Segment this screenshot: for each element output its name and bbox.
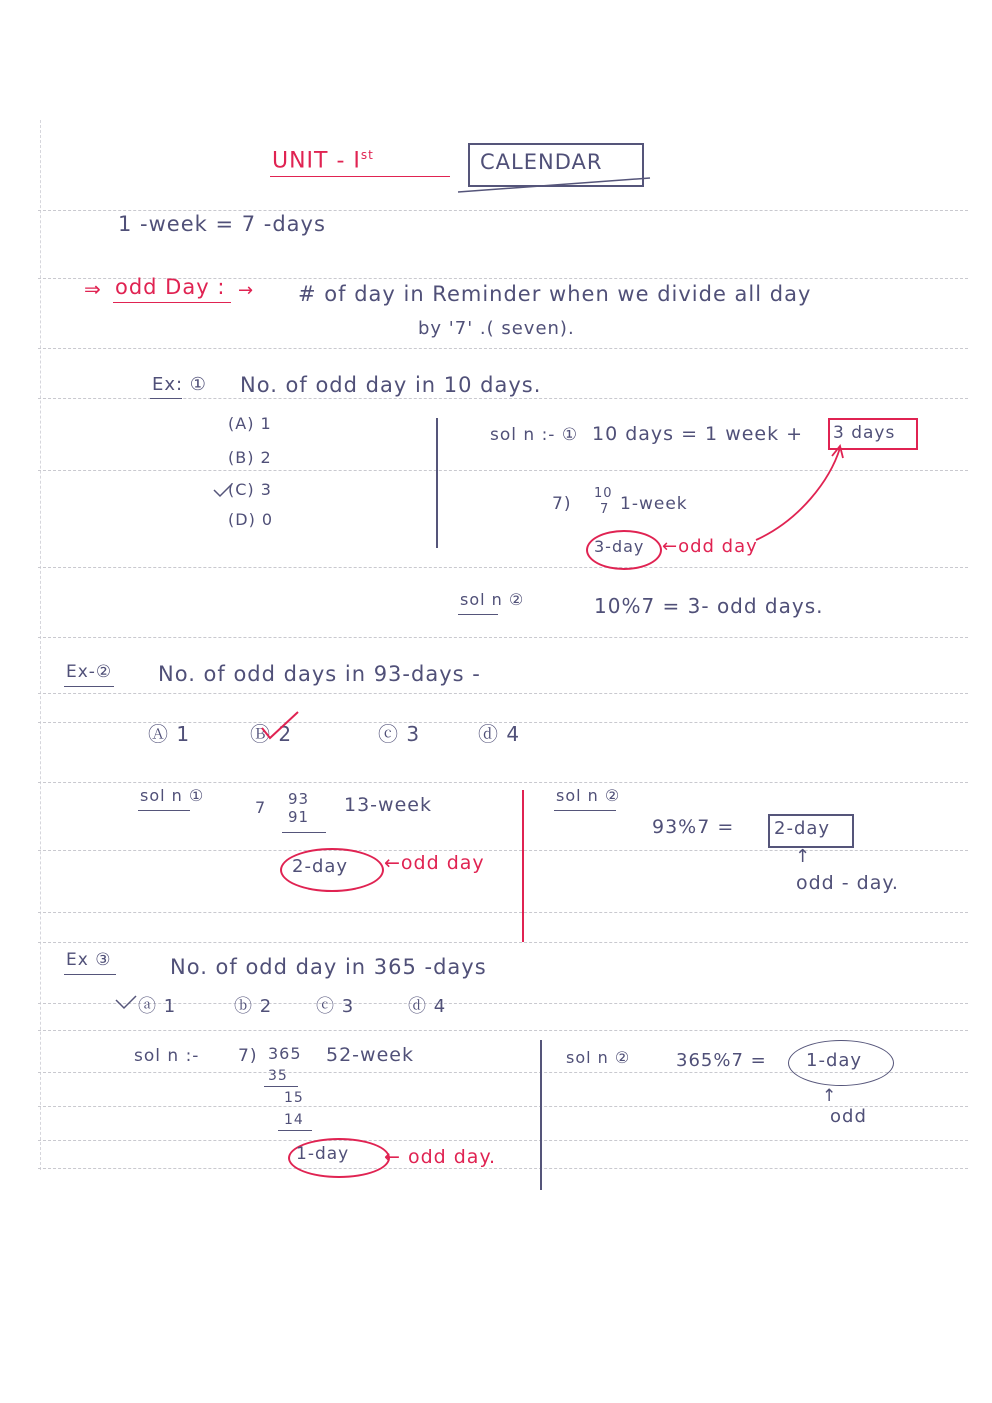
odd-day-definition-line1: # of day in Reminder when we divide all day: [298, 282, 812, 306]
ex2-quotient: 13-week: [344, 794, 432, 816]
ex2-option-c: ⓒ 3: [378, 722, 421, 746]
odd-day-arrow: ⇒: [84, 277, 102, 301]
ex3-odd-day-note: ← odd day.: [384, 1146, 497, 1168]
ex3-dividend: 365: [268, 1044, 302, 1063]
ex1-option-c: (C) 3: [228, 480, 272, 499]
ex1-answer-text: 3 days: [833, 423, 896, 443]
ex3-option-a: ⓐ 1: [138, 996, 177, 1017]
ex2-subtrahend: 91: [288, 808, 310, 826]
ex3-step1: 35: [268, 1068, 288, 1084]
ex3-step2: 15: [284, 1090, 304, 1106]
ex3-sol2-text: 365%7 =: [676, 1050, 767, 1071]
ex1-label: Ex: ①: [152, 374, 207, 395]
ex2-sol2-label: sol n ②: [556, 786, 621, 805]
ex3-label: Ex ③: [66, 950, 112, 970]
ex2-odd-day-note: ←odd day: [384, 852, 485, 874]
ex2-divisor: 7: [255, 798, 267, 817]
ex3-step3: 14: [284, 1112, 304, 1128]
ex1-answer-arrow: [756, 448, 840, 540]
ex3-answer-arrow: ↑: [822, 1086, 838, 1106]
ex1-sol2-text: 10%7 = 3- odd days.: [594, 594, 824, 618]
ex1-option-c-tick: [214, 484, 232, 496]
ex2-sol1-label: sol n ①: [140, 786, 205, 805]
ex2-option-a: Ⓐ 1: [148, 722, 191, 746]
ex2-dividend: 93: [288, 790, 310, 808]
ex3-option-d: ⓓ 4: [408, 996, 447, 1017]
ex2-answer-arrow: ↑: [795, 846, 812, 867]
topic-title: CALENDAR: [480, 150, 603, 174]
ex3-option-a-tick: [116, 996, 136, 1008]
ex3-quotient: 52-week: [326, 1044, 414, 1066]
ex2-sol2-text: 93%7 =: [652, 816, 735, 838]
arrow-icon: →: [238, 280, 255, 301]
ex2-tick-mark: [262, 712, 298, 738]
ex3-question: No. of odd day in 365 -days: [170, 955, 487, 979]
ex3-sol1-label: sol n :-: [134, 1046, 200, 1066]
ex1-remainder: 3-day: [594, 537, 645, 556]
ex1-dividend: 10: [594, 486, 613, 501]
ex3-answer-note: odd: [830, 1106, 867, 1127]
ex1-question: No. of odd day in 10 days.: [240, 373, 542, 397]
unit-heading: UNIT - Ist: [272, 148, 374, 174]
ex1-option-d: (D) 0: [228, 510, 274, 529]
ex2-option-d: ⓓ 4: [478, 722, 521, 746]
ex2-label: Ex-②: [66, 662, 113, 682]
ex1-option-a: (A) 1: [228, 414, 272, 433]
ex3-sol2-label: sol n ②: [566, 1048, 631, 1067]
ex1-divisor: 7): [552, 494, 572, 514]
ex1-odd-day-note: ←odd day: [662, 536, 758, 557]
ex1-subtrahend: 7: [600, 502, 610, 517]
ex3-remainder: 1-day: [296, 1144, 350, 1164]
ex1-quotient: 1-week: [620, 494, 688, 514]
ex2-question: No. of odd days in 93-days -: [158, 662, 481, 686]
topic-box-arrow: [458, 178, 650, 192]
ex3-option-c: ⓒ 3: [316, 996, 355, 1017]
odd-day-definition-line2: by '7' .( seven).: [418, 318, 575, 339]
ex1-sol1-label: sol n :- ①: [490, 425, 579, 445]
ex1-sol2-label: sol n ②: [460, 590, 525, 609]
ex1-sol1-text: 10 days = 1 week +: [592, 423, 804, 445]
week-definition: 1 -week = 7 -days: [118, 212, 326, 236]
ex3-option-b: ⓑ 2: [234, 996, 273, 1017]
ex1-option-b: (B) 2: [228, 448, 272, 467]
odd-day-term: odd Day :: [115, 275, 226, 299]
ex3-answer-text: 1-day: [806, 1050, 863, 1071]
ex2-answer-text: 2-day: [774, 818, 831, 839]
ex2-answer-note: odd - day.: [796, 872, 899, 894]
ex3-divisor: 7): [238, 1046, 258, 1066]
ex2-remainder: 2-day: [292, 856, 349, 877]
ex2-option-b: Ⓑ 2: [250, 722, 293, 746]
